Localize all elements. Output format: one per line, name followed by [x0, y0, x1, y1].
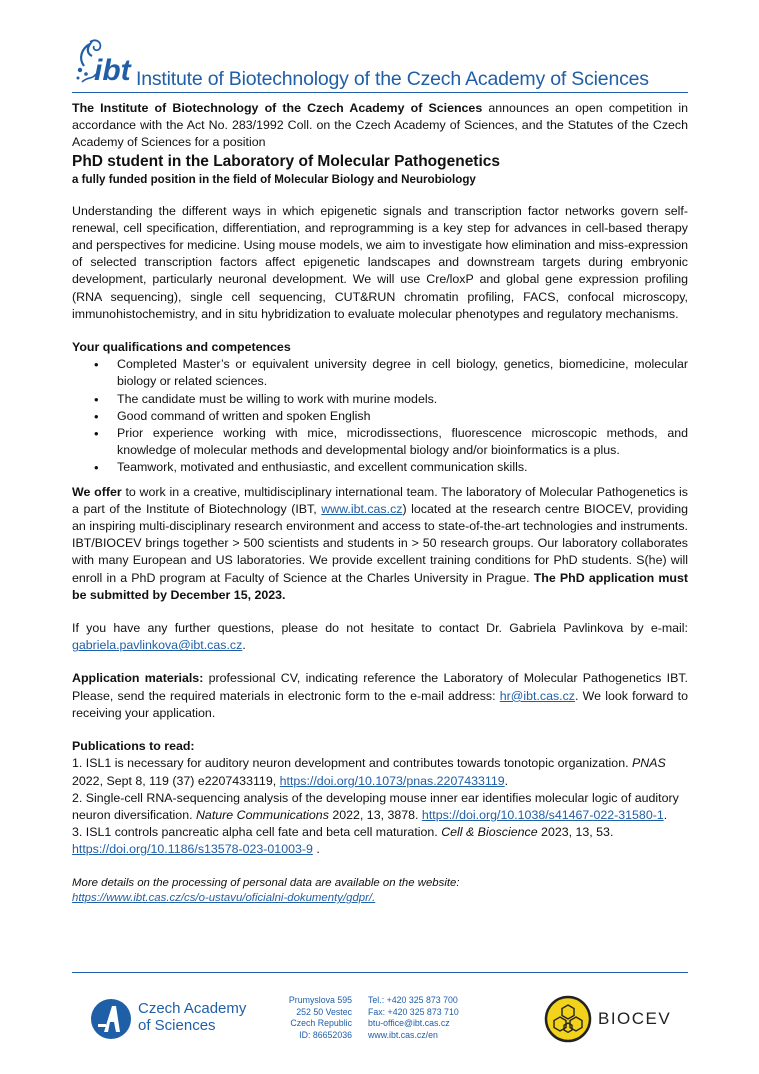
- publication-journal: PNAS: [631, 756, 666, 771]
- questions-end: .: [242, 638, 246, 653]
- footer-address: [268, 995, 352, 1041]
- contact-line: www.ibt.cas.cz/en: [368, 1029, 438, 1040]
- offer-lead: We offer: [72, 484, 122, 499]
- privacy-text: More details on the processing of personal data are available on the website:: [72, 876, 460, 889]
- list-item: • The candidate must be willing to work with murine models.: [117, 391, 688, 408]
- contact-line: Tel.: +420 325 873 700: [368, 995, 458, 1005]
- list-item: • Prior experience working with mice, microdissections, fluorescence microscopic methods, and knowledge of molecular methods and developmental biology and/or bioinformatics is a plus.: [117, 425, 688, 459]
- document-body: [72, 100, 688, 907]
- application-text-2: . We look forward to receiving your application.: [72, 688, 688, 720]
- list-item: • Good command of written and spoken English: [117, 408, 688, 425]
- publications-heading: Publications to read:: [72, 739, 195, 754]
- header: [72, 36, 688, 94]
- publication-journal: Cell & Bioscience: [441, 825, 538, 840]
- publication-text: 3. ISL1 controls pancreatic alpha cell fate and beta cell maturation.: [72, 825, 442, 840]
- publication-details: 2022, Sept 8, 119 (37) e2207433119,: [72, 773, 280, 788]
- publication-text: 1. ISL1 is necessary for auditory neuron development and contributes towards tonotopic organization.: [72, 756, 632, 771]
- institute-title: Institute of Biotechnology of the Czech Academy of Sciences: [136, 68, 649, 90]
- cas-line-1: Czech Academy: [138, 1000, 247, 1017]
- application-lead: Application materials:: [72, 671, 204, 686]
- biocev-logo-icon: [544, 995, 592, 1043]
- position-title: PhD student in the Laboratory of Molecular Pathogenetics: [72, 152, 501, 170]
- hr-email-link[interactable]: hr@ibt.cas.cz: [499, 688, 576, 703]
- questions-paragraph: [72, 620, 688, 654]
- address-line: ID: 86652036: [299, 1029, 352, 1040]
- questions-text: If you have any further questions, please do not hesitate to contact Dr. Gabriela Pavlinkova by e-mail:: [72, 621, 688, 636]
- header-divider: [72, 92, 688, 93]
- publication-doi-link[interactable]: https://doi.org/10.1186/s13578-023-01003-9: [72, 842, 313, 857]
- contact-email-link[interactable]: gabriela.pavlinkova@ibt.cas.cz: [72, 638, 243, 653]
- publication-doi-link[interactable]: https://doi.org/10.1038/s41467-022-31580-1: [421, 807, 664, 822]
- czech-academy-wordmark: [138, 1000, 246, 1034]
- intro-paragraph: [72, 100, 688, 152]
- publication-doi-link[interactable]: https://doi.org/10.1073/pnas.2207433119: [279, 773, 505, 788]
- application-text-1: professional CV, indicating reference the Laboratory of Molecular Pathogenetics IBT. Please, send the required materials in electronic form to the e-mail address:: [72, 671, 688, 703]
- publication-journal: Nature Communications: [195, 807, 329, 822]
- application-paragraph: [72, 670, 688, 722]
- biocev-wordmark: BIOCEV: [598, 1009, 672, 1028]
- offer-text-2: ) located at the research centre BIOCEV, providing an inspiring multi-disciplinary research environment and access to state-of-the-art technologies and instruments. IBT/BIOCEV brings together > 500 scientists and students in > 50 research groups. Our laboratory collaborates with many European and US laboratories. We provide excellent training conditions for PhD students. S(he) will enroll in a PhD program at Faculty of Science at the Charles University in Prague.: [72, 501, 688, 585]
- position-subtitle: a fully funded position in the field of Molecular Biology and Neurobiology: [72, 172, 476, 186]
- publication-details: 2023, 13, 53.: [537, 825, 614, 840]
- deadline-text: The PhD application must be submitted by December 15, 2023.: [72, 570, 688, 602]
- offer-paragraph: [72, 484, 688, 604]
- list-item: • Teamwork, motivated and enthusiastic, and excellent communication skills.: [117, 459, 688, 476]
- publication-item: [72, 755, 688, 789]
- gdpr-link[interactable]: https://www.ibt.cas.cz/cs/o-ustavu/oficialni-dokumenty/gdpr/.: [72, 892, 376, 905]
- address-line: Prumyslova 595: [288, 995, 352, 1005]
- publication-item: [72, 790, 688, 824]
- footer-divider: [72, 972, 688, 973]
- offer-text-1: to work in a creative, multidisciplinary international team. The laboratory of Molecular Pathogenetics is a part of the Institute of Biotechnology (IBT,: [72, 484, 688, 516]
- publication-end: .: [504, 773, 509, 788]
- publication-end: .: [312, 842, 320, 857]
- privacy-note: [72, 876, 688, 907]
- logo-text: ibt: [94, 54, 131, 87]
- publication-item: [72, 824, 688, 858]
- contact-line: btu-office@ibt.cas.cz: [368, 1018, 450, 1029]
- list-item: • Completed Master’s or equivalent university degree in cell biology, genetics, biomedicine, molecular biology or related sciences.: [117, 356, 688, 390]
- qualifications-heading: Your qualifications and competences: [72, 340, 291, 355]
- address-line: 252 50 Vestec: [296, 1006, 352, 1017]
- address-line: Czech Republic: [290, 1018, 352, 1029]
- publication-details: 2022, 13, 3878.: [328, 807, 422, 822]
- ibt-website-link[interactable]: www.ibt.cas.cz: [321, 501, 403, 516]
- cas-line-2: of Sciences: [138, 1017, 216, 1034]
- publication-end: .: [663, 807, 668, 822]
- intro-text: announces an open competition in accordance with the Act No. 283/1992 Coll. on the Czech Academy of Sciences, and the Statutes of the Czech Academy of Sciences for a position: [72, 101, 688, 150]
- description-paragraph: Understanding the different ways in which epigenetic signals and transcription factor networks govern self-renewal, cell specification, differentiation, and reprogramming is a key step for advances in cell-based therapy and perspectives for medicine. Using mouse models, we aim to investigate how elimination and miss-expression of selected transcription factors affect epigenetic landscapes and downstream targets during embryonic development, particularly neuronal development. We will use Cre/loxP and global gene expression profiling (RNA sequencing), single cell sequencing, CUT&RUN chromatin profiling, FACS, confocal microscopy, immunohistochemistry, and in situ hybridization to evaluate molecular phenotypes and regulatory mechanisms.: [72, 203, 688, 321]
- footer-contact: [368, 995, 459, 1041]
- publication-text: 2. Single-cell RNA-sequencing analysis of the developing mouse inner ear identifies molecular logic of auditory neuron diversification.: [72, 790, 679, 822]
- contact-line: Fax: +420 325 873 710: [368, 1006, 459, 1017]
- intro-bold: The Institute of Biotechnology of the Czech Academy of Sciences: [72, 101, 483, 115]
- qualifications-list: [72, 356, 688, 476]
